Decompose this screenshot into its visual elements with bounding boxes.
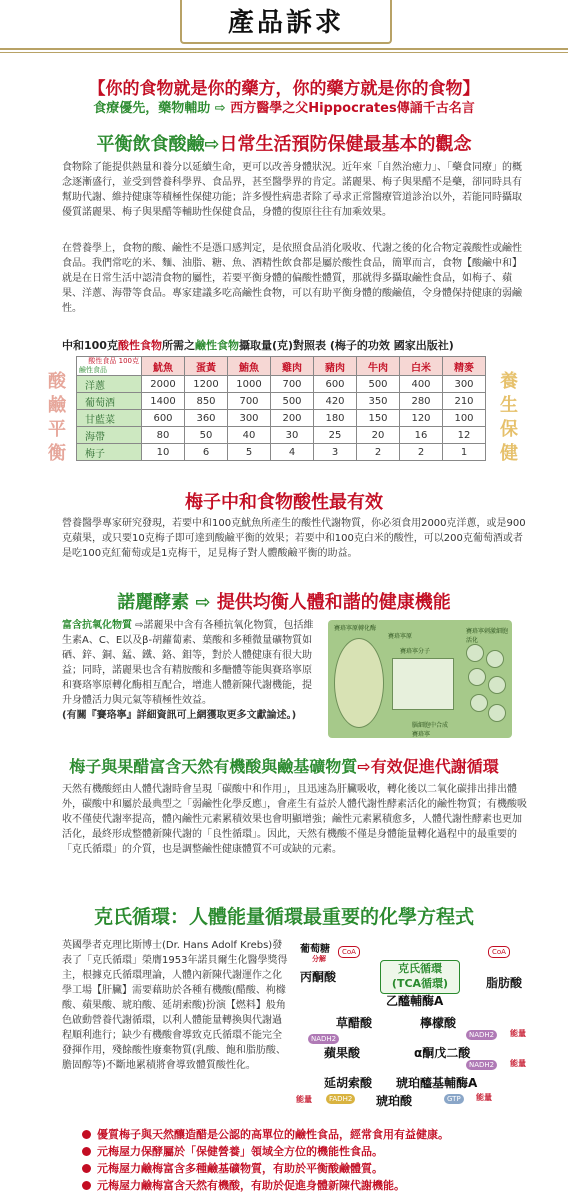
- section3-heading-right: 提供均衡人體和諧的健康機能: [216, 592, 451, 613]
- column-header: 鮪魚: [228, 357, 271, 376]
- section5-paragraph: 英國學者克理比斯博士(Dr. Hans Adolf Krebs)發表了「克氏循環」榮膺1953年諾貝爾生化醫學獎得主，根據克氏循環理論，人體內新陳代謝運作之化學工場【肝臟】需要藉助於各種有機酸(醋酸、枸橼酸、蘋果酸、琥珀酸、延胡索酸)扮演【燃料】般角色啟動營養代謝循環，以利人體能量轉換與代謝過程順利進行；缺少有機酸會導致克氏循環不能完全發揮作用，殘餘酸性廢棄物質(乳酸、飽和脂肪酸、膽固醇等)不斷地累積將會導致體質酸性化。: [62, 940, 288, 1071]
- cycle-center-title: 克氏循環: [398, 962, 442, 975]
- table-title-part-b: 酸性食物: [117, 339, 162, 352]
- side-char: 酸: [48, 371, 66, 392]
- cycle-split-label: 分解: [312, 955, 326, 963]
- table-cell: 2: [400, 444, 443, 461]
- table-title-part-d: 鹼性食物: [194, 339, 239, 352]
- row-label: 甘藍菜: [77, 410, 142, 427]
- nadh-tag: NADH2: [308, 1034, 339, 1044]
- side-char: 平: [48, 419, 66, 440]
- transfer-box: [392, 658, 454, 710]
- table-cell: 150: [357, 410, 400, 427]
- table-cell: 120: [400, 410, 443, 427]
- section4-heading-right: ⇨有效促進代謝循環: [357, 757, 499, 776]
- table-row: [77, 444, 486, 461]
- section1-paragraph-1: 食物除了能提供熱量和養分以延續生命，更可以改善身體狀況。近年來「自然治癒力」、「藥食同療」的概念逐漸盛行，並受到營養科學界、食品界，甚至醫學界的肯定。諾麗果、梅子與果醋不是藥，卻同時具有幫助代謝、維持健康等積極性保健功能；許多慢性病患者除了尋求正常醫療管道診治以外，若能同時攝取優質諾麗果、梅子與果醋等輔助性保健食品，身體的復原往往有加乘效果。: [62, 162, 522, 218]
- fadh-tag: FADH2: [326, 1094, 355, 1104]
- table-cell: 300: [228, 410, 271, 427]
- table-cell: 500: [357, 376, 400, 393]
- header-title-box: [180, 0, 392, 44]
- bullet-item: [82, 1177, 552, 1194]
- table-cell: 80: [142, 427, 185, 444]
- row-label: 海帶: [77, 427, 142, 444]
- page-title: 產品訴求: [227, 8, 344, 38]
- table-cell: 1200: [185, 376, 228, 393]
- column-header: 精麥: [443, 357, 486, 376]
- column-header: 魷魚: [142, 357, 185, 376]
- energy-label: 能量: [476, 1093, 492, 1102]
- krebs-cycle-diagram: [290, 944, 560, 1118]
- side-char: 衡: [48, 443, 66, 464]
- table-cell: 500: [271, 393, 314, 410]
- energy-label: 能量: [296, 1095, 312, 1104]
- column-header: 白米: [400, 357, 443, 376]
- table-cell: 200: [271, 410, 314, 427]
- side-char: 養: [500, 371, 518, 392]
- table-cell: 2000: [142, 376, 185, 393]
- illus-label: 賽珞寧原: [388, 633, 413, 640]
- table-cell: 20: [357, 427, 400, 444]
- table-cell: 4: [271, 444, 314, 461]
- side-char: 保: [500, 419, 518, 440]
- cycle-center-box: [380, 960, 460, 994]
- table-cell: 1000: [228, 376, 271, 393]
- coa-tag: CoA: [488, 946, 510, 958]
- slogan-sub-left: 食療優先，藥物輔助 ⇨: [93, 101, 226, 116]
- energy-label: 能量: [510, 1059, 526, 1068]
- table-title-part-c: 所需之: [161, 339, 195, 352]
- table-row: [77, 393, 486, 410]
- header-rule: [0, 48, 568, 50]
- row-label: 葡萄酒: [77, 393, 142, 410]
- bullet-text: 元梅屋力鹼梅富含天然有機酸，有助於促進身體新陳代謝機能。: [97, 1179, 405, 1192]
- table-cell: 5: [228, 444, 271, 461]
- table-cell: 40: [228, 427, 271, 444]
- table-cell: 400: [400, 376, 443, 393]
- bullet-text: 元梅屋力鹼梅富含多種鹼基礦物質，有助於平衡酸鹼體質。: [97, 1162, 383, 1175]
- table-cell: 100: [443, 410, 486, 427]
- bullet-item: [82, 1160, 552, 1177]
- table-row: [77, 376, 486, 393]
- cycle-node-ketoglutaric: α酮戊二酸: [414, 1046, 471, 1060]
- side-text-right: [498, 370, 520, 466]
- section3-heading-left: 諾麗酵素 ⇨: [117, 592, 217, 613]
- acid-base-table: [76, 356, 486, 461]
- table-cell: 600: [142, 410, 185, 427]
- table-cell: 25: [314, 427, 357, 444]
- table-cell: 350: [357, 393, 400, 410]
- cell-shape: [470, 694, 488, 712]
- corner-base-label: 鹼性食品: [79, 366, 107, 374]
- gtp-tag: GTP: [444, 1094, 464, 1104]
- cycle-node-malic: 蘋果酸: [324, 1046, 361, 1060]
- illus-label: 賽珞寧原轉化酶: [334, 625, 377, 632]
- section1-heading-right: 日常生活預防保健最基本的觀念: [219, 134, 472, 155]
- column-header: 牛肉: [357, 357, 400, 376]
- cycle-center-subtitle: (TCA循環): [391, 977, 449, 990]
- table-cell: 600: [314, 376, 357, 393]
- table-cell: 10: [142, 444, 185, 461]
- energy-label: 能量: [510, 1029, 526, 1038]
- table-cell: 6: [185, 444, 228, 461]
- table-cell: 1400: [142, 393, 185, 410]
- bullet-dot-icon: [82, 1181, 91, 1190]
- illus-label: 賽珞寧分子: [400, 648, 431, 655]
- table-cell: 850: [185, 393, 228, 410]
- section3-paragraph: [62, 618, 320, 723]
- bullet-text: 元梅屋力保酵屬於「保健營養」領域全方位的機能性食品。: [97, 1145, 383, 1158]
- row-label: 梅子: [77, 444, 142, 461]
- table-row: [77, 410, 486, 427]
- cycle-node-fumaric: 延胡索酸: [324, 1076, 373, 1090]
- side-char: 生: [500, 395, 518, 416]
- table-cell: 16: [400, 427, 443, 444]
- section1-paragraph-2: 在營養學上，食物的酸、鹼性不是憑口感判定，是依照食品消化吸收、代謝之後的化合物定義酸性或鹼性食品。我們常吃的米、麵、油脂、糖、魚、酒精性飲食都是屬於酸性食品，簡單而言，食物【酸鹼中和】就是在日常生活中認清食物的屬性，若要平衡身體的偏酸性體質，那就得多攝取鹼性食品，如梅子、蘋果、洋蔥、海帶等食品。專家建議多吃高鹼性食物，可以有助平衡身體的酸鹼值，令身體保持健康的弱鹼性。: [62, 243, 522, 314]
- table-cell: 700: [271, 376, 314, 393]
- bullet-item: [82, 1143, 552, 1160]
- noni-fruit-shape: [334, 638, 384, 728]
- illus-label: 賽珞寧刺激細胞活化: [466, 628, 509, 644]
- section2-heading: 梅子中和食物酸性最有效: [185, 492, 383, 513]
- section1-heading: [0, 130, 568, 156]
- section3-heading: [0, 588, 568, 614]
- column-header: 蛋黃: [185, 357, 228, 376]
- bullet-text: 優質梅子與天然釀造醋是公認的高單位的鹼性食品，經常食用有益健康。: [97, 1128, 449, 1141]
- row-label: 洋蔥: [77, 376, 142, 393]
- cell-shape: [488, 704, 506, 722]
- table-cell: 30: [271, 427, 314, 444]
- section3-note: (有關『賽珞寧』詳細資訊可上網獲取更多文獻論述。): [62, 710, 297, 721]
- bullet-dot-icon: [82, 1130, 91, 1139]
- cycle-node-acetyl-coa: 乙醯輔酶A: [386, 994, 444, 1008]
- cycle-node-oxaloacetic: 草醋酸: [336, 1016, 373, 1030]
- table-corner-cell: [77, 357, 142, 376]
- section4-paragraph: 天然有機酸經由人體代謝時會呈現「碳酸中和作用」，且迅速為肝臟吸收，轉化後以二氧化碳排出排出體外，碳酸中和屬於最典型之「弱鹼性化學反應」，會產生有益於人體代謝性酵素活化的鹼性物質；有機酸吸收不僅使代謝率提高，體內鹼性元素累積效果也會明顯增強；鹼性元素累積愈多，人體代謝性酵素也更加活化，最終形成整體新陳代謝的「良性循環」。因此，天然有機酸不僅是身體能量轉化過程中的最重要的「克氏循環」的介質，也是調整鹼性健康體質不可或缺的元素。: [62, 784, 527, 855]
- table-title: [62, 337, 530, 353]
- nadh-tag: NADH2: [466, 1030, 497, 1040]
- section4-heading-left: 梅子與果醋富含天然有機酸與鹼基礦物質: [69, 757, 358, 776]
- cell-shape: [468, 668, 486, 686]
- section5-heading: 克氏循環：人體能量循環最重要的化學方程式: [93, 906, 474, 928]
- header-rule-thin: [0, 52, 568, 53]
- cycle-node-fatty-acid: 脂肪酸: [486, 976, 523, 990]
- table-title-part-e: 攝取量(克)對照表 (梅子的功效 國家出版社): [238, 339, 454, 352]
- table-cell: 1: [443, 444, 486, 461]
- summary-bullet-list: [82, 1126, 552, 1194]
- corner-acid-label: 酸性食品 100克: [88, 357, 139, 365]
- cell-shape: [488, 676, 506, 694]
- column-header: 雞肉: [271, 357, 314, 376]
- slogan-main: 【你的食物就是你的藥方，你的藥方就是你的食物】: [88, 79, 480, 99]
- column-header: 豬肉: [314, 357, 357, 376]
- table-cell: 700: [228, 393, 271, 410]
- side-text-left: [46, 370, 68, 466]
- nadh-tag: NADH2: [466, 1060, 497, 1070]
- slogan-sub: [0, 97, 568, 116]
- bullet-dot-icon: [82, 1147, 91, 1156]
- table-row: [77, 427, 486, 444]
- bullet-dot-icon: [82, 1164, 91, 1173]
- cycle-node-succinic: 琥珀酸: [376, 1094, 413, 1108]
- cycle-node-citric: 檸檬酸: [420, 1016, 457, 1030]
- noni-serotonin-illustration: [328, 620, 512, 738]
- table-cell: 210: [443, 393, 486, 410]
- slogan-sub-right: 西方醫學之父Hippocrates傳誦千古名言: [225, 101, 475, 116]
- table-cell: 420: [314, 393, 357, 410]
- table-cell: 360: [185, 410, 228, 427]
- section3-body: ⇨諾麗果中含有各種抗氧化物質，包括維生素A、C、E以及β-胡蘿蔔素、葉酸和多種微量礦物質如硒、鋅、銅、錳、鐵、鉻、鉬等，對於人體健康有很大助益；同時，諾麗果也含有精胺酸和多醣體等能與賽珞寧原和賽珞寧原轉化酶相互配合，增進人體新陳代謝機能，提升身體活力與元氣等積極性效益。: [62, 620, 314, 706]
- table-cell: 50: [185, 427, 228, 444]
- table-cell: 12: [443, 427, 486, 444]
- side-char: 健: [500, 443, 518, 464]
- cycle-node-succinyl-coa: 琥珀醯基輔酶A: [396, 1076, 478, 1090]
- illus-label: 腦細胞中合成賽珞寧: [412, 722, 449, 738]
- table-cell: 180: [314, 410, 357, 427]
- cycle-node-pyruvic: 丙酮酸: [300, 970, 337, 984]
- table-cell: 3: [314, 444, 357, 461]
- coa-tag: CoA: [338, 946, 360, 958]
- table-title-part-a: 中和100克: [62, 339, 118, 352]
- bullet-item: [82, 1126, 552, 1143]
- section3-lead: 富含抗氧化物質: [62, 620, 132, 631]
- cell-shape: [486, 650, 504, 668]
- table-cell: 280: [400, 393, 443, 410]
- section2-paragraph: 營養醫學專家研究發現，若要中和100克魷魚所產生的酸性代謝物質，你必須食用2000克洋蔥，或是900克蘋果，或只要10克梅子即可達到酸鹼平衡的效果；若要中和100克白米的酸性，可以200克葡萄酒或者是吃100克紅葡萄或是1克梅干，足見梅子對人體酸鹼平衡的助益。: [62, 518, 526, 559]
- table-cell: 300: [443, 376, 486, 393]
- side-char: 鹼: [48, 395, 66, 416]
- table-cell: 2: [357, 444, 400, 461]
- table-header-row: [77, 357, 486, 376]
- cycle-node-glucose: 葡萄糖: [300, 944, 330, 955]
- cell-shape: [466, 644, 484, 662]
- section1-heading-left: 平衡飲食酸鹼⇨: [96, 134, 220, 155]
- section4-heading: [0, 754, 568, 777]
